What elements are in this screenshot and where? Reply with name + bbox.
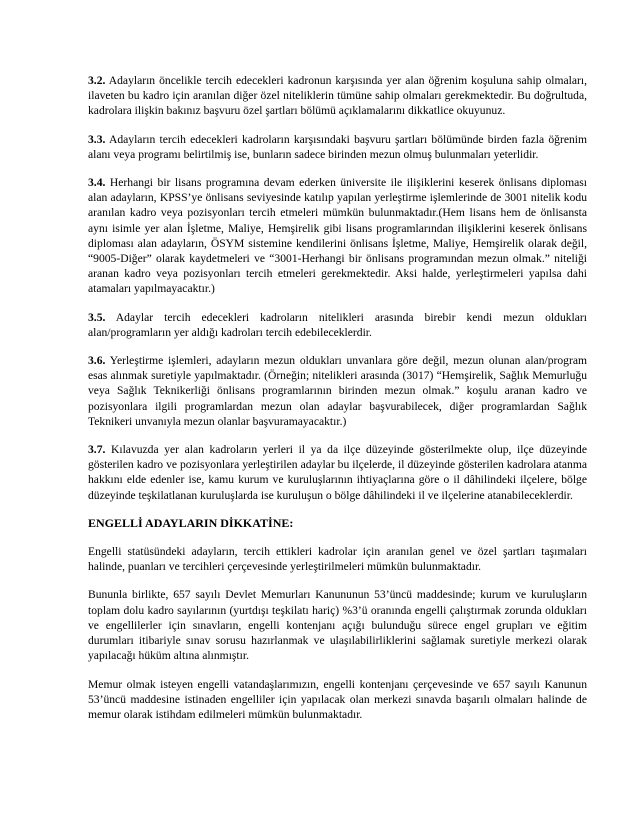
- section-3-7: [88, 442, 587, 503]
- section-text: Adaylar tercih edecekleri kadroların nitelikleri arasında birebir kendi mezun oldukları alan/programların yer aldığı kadroları tercih edebileceklerdir.: [88, 310, 587, 339]
- section-3-3: [88, 132, 587, 162]
- disabled-paragraph-2: Bununla birlikte, 657 sayılı Devlet Memurları Kanununun 53’üncü maddesinde; kurum ve kuruluşların toplam dolu kadro sayılarının (yurtdışı teşkilatı hariç) %3’ü oranında engelli çalıştırmak zorunda oldukları ve engellilerler için sınavların, engelli kontenjanı açığı bulunduğu sürece engel grupları ve eğitim durumları itibariyle sınav sorusu hazırlanmak ve ulaşılabilirliklerini sağlamak suretiyle merkezi olarak yapılacağı hüküm altına alınmıştır.: [88, 588, 587, 663]
- section-text: Herhangi bir lisans programına devam ederken üniversite ile ilişiklerini keserek önlisans diploması alan adayların, KPSS’ye önlisans seviyesinde katılıp yapılan yerleştirme işlemlerinde de 3001 nitelik kodu aranılan kadro veya pozisyonları tercih etmeleri mümkün bulunmaktadır.(Hem lisans hem de önlisansta aynı isimle yer alan İşletme, Maliye, Hemşirelik gibi lisans programlarından ilişiklerini keserek önlisans diploması alan adayların, ÖSYM sistemine kendilerini önlisans İşletme, Maliye, Hemşirelik olarak değil, “9005-Diğer” olarak kaydetmeleri ve “3001-Herhangi bir önlisans programından mezun olmak.” niteliği aranan kadro veya pozisyonları tercih etmeleri gerekmektedir. Aksi halde, yerleştirmeleri yapılsa dahi atamaları yapılmayacaktır.): [88, 176, 587, 296]
- disabled-candidates-heading: ENGELLİ ADAYLARIN DİKKATİNE:: [88, 515, 294, 530]
- section-number: 3.6.: [88, 354, 106, 368]
- section-text: Adayların öncelikle tercih edecekleri kadronun karşısında yer alan öğrenim koşuluna sahip olmaları, ilaveten bu kadro için aranılan diğer özel niteliklerin tümüne sahip olmaları gerekmektedir. Bu doğrultuda, kadrolara ilişkin bakınız başvuru özel şartları bölümü açıklamalarını dikkatlice okuyunuz.: [88, 74, 587, 118]
- section-number: 3.5.: [88, 310, 106, 324]
- section-3-5: [88, 310, 587, 340]
- section-number: 3.4.: [88, 176, 106, 190]
- disabled-paragraph-3: Memur olmak isteyen engelli vatandaşlarımızın, engelli kontenjanı çerçevesinde ve 657 sayılı Kanunun 53’üncü maddesine istinaden engelliler için yapılacak olan merkezi sınavda başarılı olmaları halinde de memur olarak istihdam edilmeleri mümkün bulunmaktadır.: [88, 677, 587, 721]
- section-number: 3.7.: [88, 443, 106, 457]
- section-3-2: [88, 73, 587, 119]
- disabled-paragraph-1: Engelli statüsündeki adayların, tercih ettikleri kadrolar için aranılan genel ve özel şartları taşımaları halinde, puanları ve tercihleri çerçevesinde yerleştirilmeleri mümkün bulunmaktadır.: [88, 545, 587, 574]
- section-number: 3.2.: [88, 74, 106, 87]
- document-page: [88, 73, 587, 735]
- section-number: 3.3.: [88, 132, 106, 146]
- section-3-6: [88, 353, 587, 429]
- section-text: Adayların tercih edecekleri kadroların karşısındaki başvuru şartları bölümünde birden fazla öğrenim alanı veya programı belirtilmiş ise, bunların sadece birinden mezun olmuş bulunmaları yeterlidir.: [88, 132, 587, 161]
- section-3-4: [88, 175, 587, 297]
- section-text: Yerleştirme işlemleri, adayların mezun oldukları unvanlara göre değil, mezun olunan alan/program esas alınmak suretiyle yapılmaktadır. (Örneğin; nitelikleri arasında (3017) “Hemşirelik, Sağlık Memurluğu veya Sağlık Teknikerliği önlisans programlarının birinden mezun olmak.” koşulu aranan kadro ve pozisyonlara ilgili programlardan mezun olan adaylar başvurabilecek, diğer programlardan Sağlık Teknikeri unvanıyla mezun olanlar başvuramayacaktır.): [88, 354, 587, 428]
- section-text: Kılavuzda yer alan kadroların yerleri il ya da ilçe düzeyinde gösterilmekte olup, ilçe düzeyinde gösterilen kadro ve pozisyonlara yerleştirilen adaylar bu ilçelerde, il düzeyinde gösterilen kadrolara atanma hakkını elde edenler ise, kamu kurum ve kuruluşlarının ihtiyaçlarına göre o il dâhilindeki ilçelere, bölge düzeyinde teşkilatlanan kuruluşlarda ise kuruluşun o bölge dâhilindeki il ve ilçelerine atanabileceklerdir.: [88, 443, 587, 502]
